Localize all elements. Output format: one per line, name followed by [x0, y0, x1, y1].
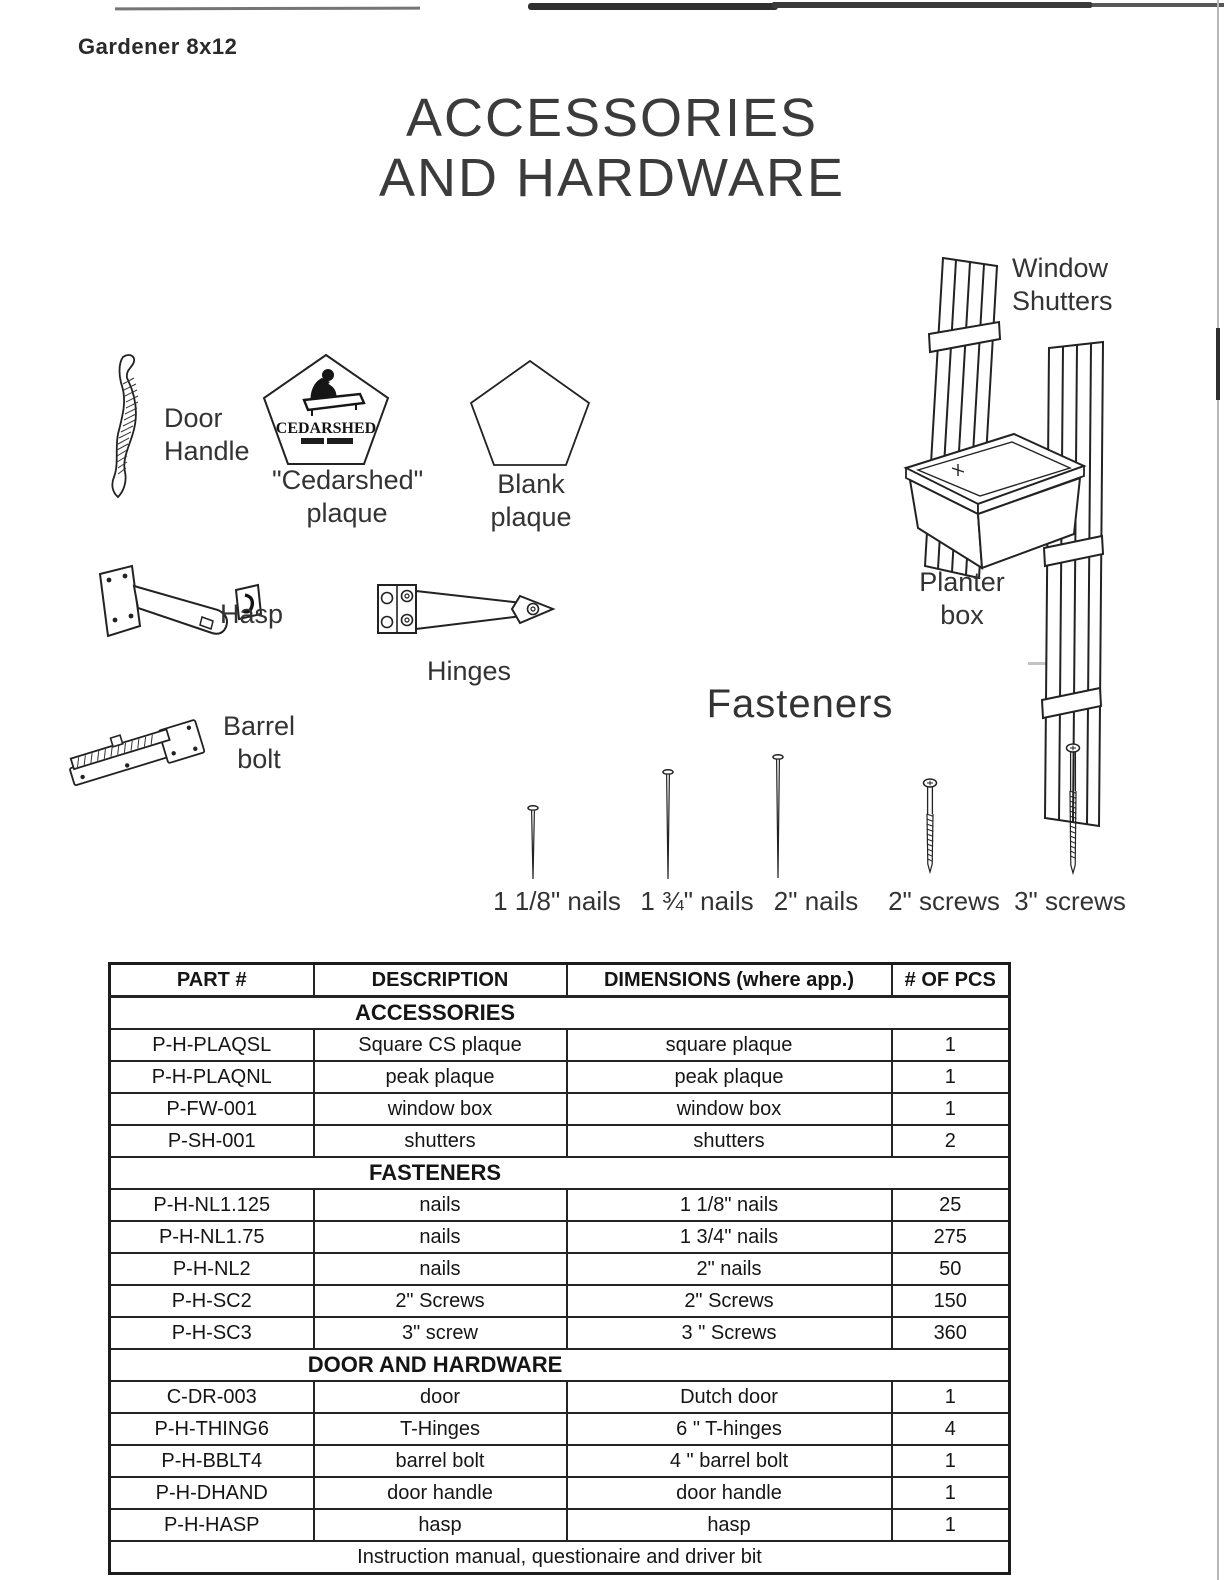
barrel-bolt-label: Barrel bolt [222, 711, 296, 774]
table-row [110, 1445, 1010, 1477]
part-number-cell: P-H-HASP [110, 1509, 314, 1541]
part-number-cell: P-H-NL2 [110, 1253, 314, 1285]
fastener-label-nails-1-3-4: 1 ¾" nails [640, 886, 754, 916]
table-row [110, 1189, 1010, 1221]
part-number-cell: P-H-NL1.75 [110, 1221, 314, 1253]
dimensions-cell: 3 " Screws [567, 1317, 892, 1349]
dimensions-cell: 1 1/8" nails [567, 1189, 892, 1221]
scan-streak [115, 7, 420, 11]
table-row [110, 1029, 1010, 1061]
header-part-number: PART # [110, 964, 314, 997]
door-handle-label: Door Handle [164, 403, 250, 466]
table-row [110, 1061, 1010, 1093]
planter-box-illustration [898, 428, 1093, 578]
dimensions-cell: square plaque [567, 1029, 892, 1061]
part-number-cell: P-FW-001 [110, 1093, 314, 1125]
parts-table [108, 962, 1011, 1575]
description-cell: peak plaque [314, 1061, 567, 1093]
dimensions-cell: hasp [567, 1509, 892, 1541]
description-cell: hasp [314, 1509, 567, 1541]
dimensions-cell: 6 " T-hinges [567, 1413, 892, 1445]
cedarshed-logo-subtext-mark [327, 438, 353, 444]
section-row-fasteners [110, 1157, 1010, 1189]
table-row [110, 1381, 1010, 1413]
description-cell: T-Hinges [314, 1413, 567, 1445]
part-number-cell: P-H-SC2 [110, 1285, 314, 1317]
screw-2in-illustration [919, 778, 941, 874]
page-title-line1: ACCESSORIES [405, 88, 819, 148]
section-title: ACCESSORIES [354, 1000, 516, 1025]
description-cell: door [314, 1381, 567, 1413]
table-row [110, 1509, 1010, 1541]
pcs-cell: 1 [892, 1445, 1010, 1477]
section-row-door-and-hardware [110, 1349, 1010, 1381]
table-row [110, 1317, 1010, 1349]
scan-streak [772, 2, 1092, 8]
part-number-cell: P-H-PLAQSL [110, 1029, 314, 1061]
dimensions-cell: 2" nails [567, 1253, 892, 1285]
pcs-cell: 50 [892, 1253, 1010, 1285]
screw-3in-illustration [1062, 743, 1084, 875]
scan-streak [528, 3, 778, 10]
description-cell: nails [314, 1221, 567, 1253]
section-title: DOOR AND HARDWARE [307, 1352, 563, 1377]
hinges-label: Hinges [427, 656, 512, 686]
table-row [110, 1285, 1010, 1317]
cedarshed-plaque-illustration [260, 352, 392, 468]
fastener-label-nails-2in: 2" nails [773, 886, 859, 916]
pcs-cell: 150 [892, 1285, 1010, 1317]
window-shutters-label: Window Shutters [1012, 253, 1113, 316]
scan-edge-line [1217, 0, 1219, 1580]
blank-plaque-label: Blank plaque [490, 469, 572, 532]
description-cell: 3" screw [314, 1317, 567, 1349]
pcs-cell: 1 [892, 1061, 1010, 1093]
header-description: DESCRIPTION [314, 964, 567, 997]
pcs-cell: 4 [892, 1413, 1010, 1445]
table-header-row [110, 964, 1010, 997]
part-number-cell: P-SH-001 [110, 1125, 314, 1157]
barrel-bolt-illustration [60, 706, 215, 801]
dimensions-cell: 2" Screws [567, 1285, 892, 1317]
nail-1-3-4-illustration [659, 768, 677, 882]
description-cell: Square CS plaque [314, 1029, 567, 1061]
part-number-cell: P-H-THING6 [110, 1413, 314, 1445]
description-cell: 2" Screws [314, 1285, 567, 1317]
fastener-label-nails-1-1-8: 1 1/8" nails [493, 886, 621, 916]
header-dimensions: DIMENSIONS (where app.) [567, 964, 892, 997]
pcs-cell: 1 [892, 1509, 1010, 1541]
part-number-cell: P-H-DHAND [110, 1477, 314, 1509]
pcs-cell: 1 [892, 1029, 1010, 1061]
scan-streak [1090, 3, 1224, 7]
part-number-cell: P-H-NL1.125 [110, 1189, 314, 1221]
dimensions-cell: 4 " barrel bolt [567, 1445, 892, 1477]
dimensions-cell: Dutch door [567, 1381, 892, 1413]
cedarshed-logo-subtext-mark [301, 438, 324, 444]
pcs-cell: 1 [892, 1381, 1010, 1413]
section-title: FASTENERS [369, 1160, 502, 1185]
dimensions-cell: shutters [567, 1125, 892, 1157]
pcs-cell: 2 [892, 1125, 1010, 1157]
section-row-accessories [110, 997, 1010, 1030]
table-row [110, 1221, 1010, 1253]
table-row [110, 1093, 1010, 1125]
blank-plaque-illustration [468, 358, 592, 468]
fastener-label-screws-2in: 2" screws [888, 886, 1000, 916]
page-title [0, 88, 1224, 208]
table-footer-row [110, 1541, 1010, 1574]
fasteners-title: Fasteners [706, 682, 894, 726]
part-number-cell: C-DR-003 [110, 1381, 314, 1413]
table-row [110, 1477, 1010, 1509]
part-number-cell: P-H-SC3 [110, 1317, 314, 1349]
part-number-cell: P-H-BBLT4 [110, 1445, 314, 1477]
table-row [110, 1413, 1010, 1445]
page-title-line2: AND HARDWARE [378, 148, 846, 208]
cedarshed-logo-text: CEDARSHED [275, 420, 377, 437]
part-number-cell: P-H-PLAQNL [110, 1061, 314, 1093]
dimensions-cell: 1 3/4" nails [567, 1221, 892, 1253]
table-row [110, 1125, 1010, 1157]
door-handle-illustration [94, 350, 156, 500]
description-cell: door handle [314, 1477, 567, 1509]
hasp-label: Hasp [220, 599, 284, 629]
hinges-illustration [376, 578, 561, 644]
pcs-cell: 1 [892, 1093, 1010, 1125]
cedarshed-plaque-label: "Cedarshed" plaque [272, 465, 424, 528]
planter-box-label: Planter box [919, 567, 1005, 630]
scan-edge-mark [1216, 328, 1220, 400]
description-cell: nails [314, 1189, 567, 1221]
dimensions-cell: door handle [567, 1477, 892, 1509]
product-model-label: Gardener 8x12 [78, 34, 238, 59]
header-pcs: # OF PCS [892, 964, 1010, 997]
footer-note: Instruction manual, questionaire and driver bit [110, 1541, 1010, 1574]
table-row [110, 1253, 1010, 1285]
description-cell: barrel bolt [314, 1445, 567, 1477]
description-cell: nails [314, 1253, 567, 1285]
pcs-cell: 360 [892, 1317, 1010, 1349]
nail-2in-illustration [769, 753, 787, 881]
description-cell: shutters [314, 1125, 567, 1157]
description-cell: window box [314, 1093, 567, 1125]
pcs-cell: 25 [892, 1189, 1010, 1221]
pcs-cell: 275 [892, 1221, 1010, 1253]
dimensions-cell: window box [567, 1093, 892, 1125]
pcs-cell: 1 [892, 1477, 1010, 1509]
fastener-label-screws-3in: 3" screws [1014, 886, 1126, 916]
dimensions-cell: peak plaque [567, 1061, 892, 1093]
nail-1-1-8-illustration [524, 804, 542, 882]
